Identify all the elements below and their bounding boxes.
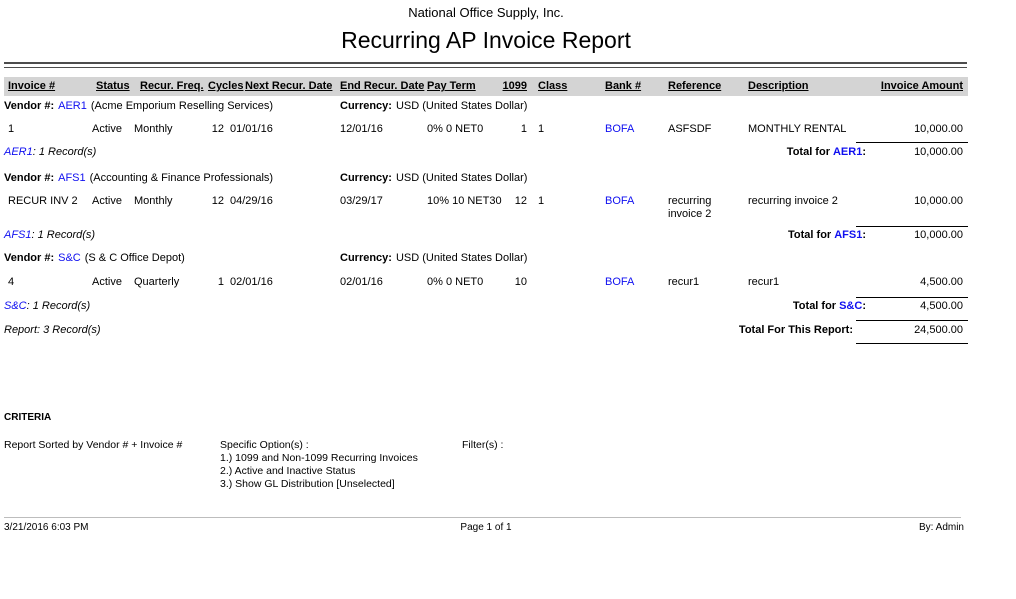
col-header-class: Class xyxy=(538,80,568,92)
col-header-description: Description xyxy=(748,80,809,92)
vendor-name: (Accounting & Finance Professionals) xyxy=(89,172,274,184)
total-rule xyxy=(856,297,968,298)
vendor-code-link[interactable]: AFS1 xyxy=(4,229,32,241)
end-recur-date-cell: 12/01/16 xyxy=(340,123,383,135)
specific-option: 1.) 1099 and Non-1099 Recurring Invoices xyxy=(220,452,418,464)
vendor-record-count: : 1 Record(s) xyxy=(31,229,96,241)
invoice-row xyxy=(4,123,968,137)
filters-label: Filter(s) : xyxy=(462,439,504,451)
1099-cell: 12 xyxy=(514,195,527,207)
col-header-reference: Reference xyxy=(668,80,722,92)
vendor-code-link[interactable]: AFS1 xyxy=(834,229,863,241)
class-cell: 1 xyxy=(538,195,545,207)
recur-freq-cell: Quarterly xyxy=(134,276,180,288)
description-cell: recur1 xyxy=(748,276,780,288)
colon-text: : xyxy=(862,300,866,312)
currency-info xyxy=(340,172,527,185)
report-total-label: Total For This Report: xyxy=(738,324,853,336)
pay-term-cell: 0% 0 NET0 xyxy=(427,276,484,288)
vendor-code-link[interactable]: S&C xyxy=(839,300,863,312)
criteria-heading: CRITERIA xyxy=(4,412,52,423)
vendor-total-row xyxy=(4,146,968,160)
vendor-name: (S & C Office Depot) xyxy=(84,252,185,264)
recur-freq-cell: Monthly xyxy=(134,195,173,207)
bank-link[interactable]: BOFA xyxy=(605,123,635,135)
vendor-info xyxy=(4,100,273,113)
vendor-header-row xyxy=(4,172,968,186)
total-rule xyxy=(856,226,968,227)
total-rule xyxy=(856,142,968,143)
vendor-code-link[interactable]: S&C xyxy=(58,252,81,264)
invoice-row xyxy=(4,276,968,290)
vendor-name: (Acme Emporium Reselling Services) xyxy=(90,100,274,112)
colon-text: : xyxy=(862,146,866,158)
footer-row xyxy=(4,521,968,535)
bank-link[interactable]: BOFA xyxy=(605,195,635,207)
cycles-cell: 12 xyxy=(211,195,224,207)
vendor-code-link[interactable]: S&C xyxy=(4,300,27,312)
report-total-rule-bottom xyxy=(856,343,968,344)
next-recur-date-cell: 04/29/16 xyxy=(230,195,273,207)
cycles-cell: 12 xyxy=(211,123,224,135)
invoice-amount-cell: 10,000.00 xyxy=(914,195,963,207)
description-cell: recurring invoice 2 xyxy=(748,195,838,207)
col-header-status: Status xyxy=(96,80,130,92)
description-cell: MONTHLY RENTAL xyxy=(748,123,847,135)
invoice-row xyxy=(4,195,968,220)
vendor-code-link[interactable]: AFS1 xyxy=(58,172,86,184)
cycles-cell: 1 xyxy=(217,276,224,288)
col-header-end-recur-date: End Recur. Date xyxy=(340,80,425,92)
specific-options-label: Specific Option(s) : xyxy=(220,439,309,451)
vendor-total-amount: 4,500.00 xyxy=(920,300,963,312)
col-header-cycles: Cycles xyxy=(208,80,244,92)
col-header-invoice: Invoice # xyxy=(8,80,56,92)
reference-cell: recurring invoice 2 xyxy=(668,195,712,220)
footer-page-number: Page 1 of 1 xyxy=(460,522,512,533)
vendor-total-row xyxy=(4,300,968,314)
vendor-records xyxy=(4,229,95,242)
vendor-label: Vendor #: xyxy=(4,172,55,184)
invoice-amount-cell: 4,500.00 xyxy=(920,276,963,288)
bank-link[interactable]: BOFA xyxy=(605,276,635,288)
end-recur-date-cell: 03/29/17 xyxy=(340,195,383,207)
vendor-records xyxy=(4,146,96,159)
page-title: Recurring AP Invoice Report xyxy=(341,27,631,53)
vendor-records xyxy=(4,300,90,313)
vendor-info xyxy=(4,172,273,185)
col-header-invoice-amount: Invoice Amount xyxy=(880,80,963,92)
recur-freq-cell: Monthly xyxy=(134,123,173,135)
column-header-row xyxy=(4,77,968,96)
vendor-code-link[interactable]: AER1 xyxy=(4,146,33,158)
reference-cell: recur1 xyxy=(668,276,700,288)
footer-datetime: 3/21/2016 6:03 PM xyxy=(4,522,89,533)
end-recur-date-cell: 02/01/16 xyxy=(340,276,383,288)
specific-option: 2.) Active and Inactive Status xyxy=(220,465,356,477)
report-total-rule-top xyxy=(856,320,968,321)
currency-value: USD (United States Dollar) xyxy=(395,172,528,184)
invoice-number-cell: 4 xyxy=(8,276,15,288)
currency-label: Currency: xyxy=(340,252,392,264)
currency-value: USD (United States Dollar) xyxy=(395,252,528,264)
status-cell: Active xyxy=(92,195,122,207)
vendor-record-count: : 1 Record(s) xyxy=(26,300,91,312)
1099-cell: 1 xyxy=(520,123,527,135)
currency-label: Currency: xyxy=(340,172,392,184)
company-name: National Office Supply, Inc. xyxy=(408,5,564,20)
total-for-text: Total for xyxy=(792,300,837,312)
currency-info xyxy=(340,252,527,265)
vendor-record-count: : 1 Record(s) xyxy=(32,146,97,158)
vendor-code-link[interactable]: AER1 xyxy=(832,146,863,158)
currency-info xyxy=(340,100,527,113)
vendor-info xyxy=(4,252,185,265)
report-records: Report: 3 Record(s) xyxy=(4,324,101,336)
vendor-code-link[interactable]: AER1 xyxy=(58,100,87,112)
sort-criteria: Report Sorted by Vendor # + Invoice # xyxy=(4,439,183,451)
currency-value: USD (United States Dollar) xyxy=(395,100,528,112)
invoice-amount-cell: 10,000.00 xyxy=(914,123,963,135)
vendor-total-amount: 10,000.00 xyxy=(914,146,963,158)
specific-options-list xyxy=(4,452,968,494)
col-header-recur-freq: Recur. Freq. xyxy=(140,80,204,92)
invoice-number-cell: RECUR INV 2 xyxy=(8,195,78,207)
colon-text: : xyxy=(862,229,866,241)
report-total-amount: 24,500.00 xyxy=(914,324,963,336)
class-cell: 1 xyxy=(538,123,545,135)
vendor-header-row xyxy=(4,100,968,114)
next-recur-date-cell: 02/01/16 xyxy=(230,276,273,288)
col-header-bank: Bank # xyxy=(605,80,642,92)
invoice-number-cell: 1 xyxy=(8,123,15,135)
vendor-total-amount: 10,000.00 xyxy=(914,229,963,241)
vendor-total-row xyxy=(4,229,968,243)
pay-term-cell: 10% 10 NET30 xyxy=(427,195,502,207)
reference-cell: ASFSDF xyxy=(668,123,712,135)
col-header-1099: 1099 xyxy=(502,80,527,92)
title-divider xyxy=(4,62,967,68)
next-recur-date-cell: 01/01/16 xyxy=(230,123,273,135)
report-total-row xyxy=(4,324,968,338)
specific-options xyxy=(220,452,418,491)
col-header-pay-term: Pay Term xyxy=(427,80,476,92)
footer-by-user: By: Admin xyxy=(918,522,964,533)
status-cell: Active xyxy=(92,123,122,135)
status-cell: Active xyxy=(92,276,122,288)
currency-label: Currency: xyxy=(340,100,392,112)
vendor-label: Vendor #: xyxy=(4,252,55,264)
col-header-next-recur-date: Next Recur. Date xyxy=(245,80,333,92)
total-for-text: Total for xyxy=(786,146,830,158)
criteria-section xyxy=(4,411,968,425)
1099-cell: 10 xyxy=(514,276,527,288)
footer-divider xyxy=(4,517,961,518)
vendor-label: Vendor #: xyxy=(4,100,55,112)
pay-term-cell: 0% 0 NET0 xyxy=(427,123,484,135)
vendor-header-row xyxy=(4,252,968,266)
specific-option: 3.) Show GL Distribution [Unselected] xyxy=(220,478,395,490)
total-for-text: Total for xyxy=(788,229,832,241)
